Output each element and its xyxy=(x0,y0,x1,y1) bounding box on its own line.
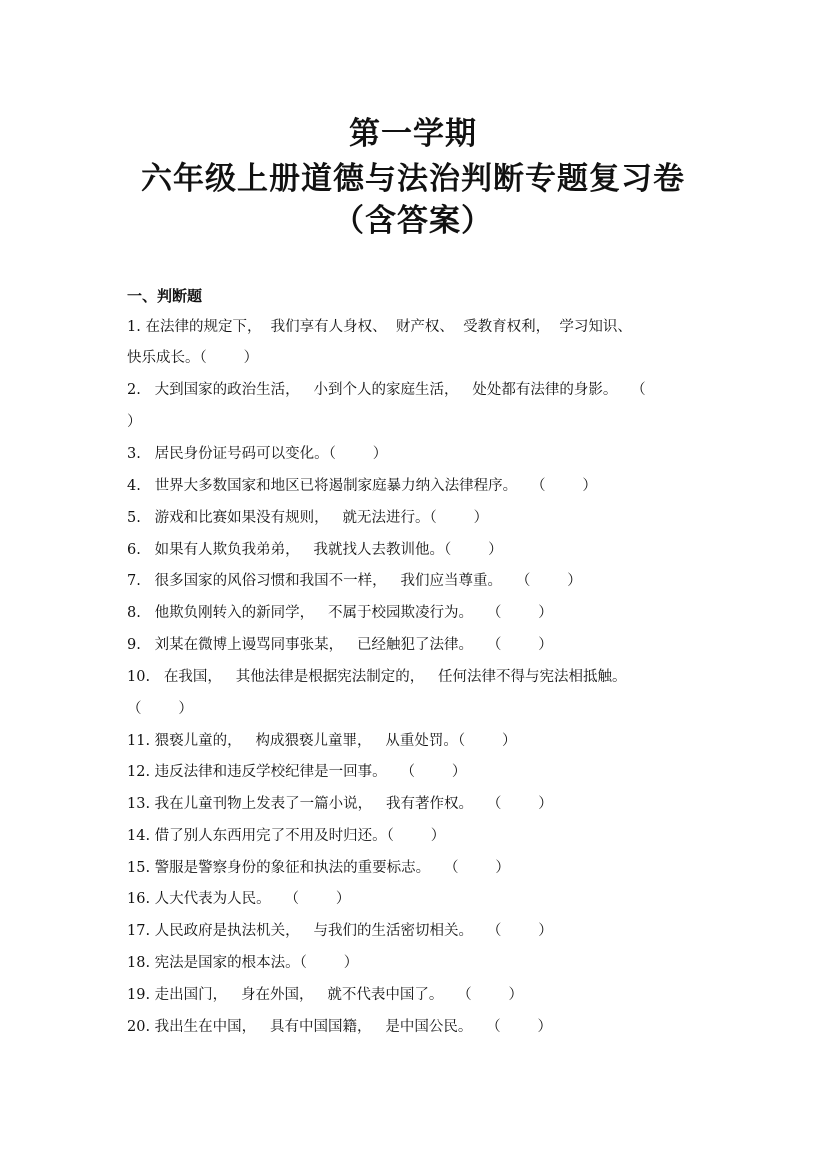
question-text: 我出生在中国， 具有中国国籍， 是中国公民。 （ ） xyxy=(154,1019,553,1035)
question-17 xyxy=(127,921,553,941)
question-number: 9. xyxy=(127,637,141,653)
question-text: 猥亵儿童的， 构成猥亵儿童罪， 从重处罚。（ ） xyxy=(154,733,517,749)
question-text: 在我国， 其他法律是根据宪法制定的， 任何法律不得与宪法相抵触。 xyxy=(163,669,627,685)
question-text: 很多国家的风俗习惯和我国不一样， 我们应当尊重。 （ ） xyxy=(154,573,582,589)
question-text: 刘某在微博上谩骂同事张某， 已经触犯了法律。 （ ） xyxy=(154,637,553,653)
question-19 xyxy=(127,985,523,1005)
question-number: 15. xyxy=(127,860,151,876)
question-4 xyxy=(127,476,597,496)
question-3 xyxy=(127,444,387,464)
question-number: 8. xyxy=(127,605,141,621)
question-8 xyxy=(127,603,553,623)
question-number: 5. xyxy=(127,510,141,526)
question-number: 20. xyxy=(127,1019,151,1035)
question-15 xyxy=(127,858,510,878)
question-number: 12. xyxy=(127,764,151,780)
question-number: 1. xyxy=(127,319,141,335)
question-text: 如果有人欺负我弟弟， 我就找人去教训他。（ ） xyxy=(154,542,503,558)
question-number: 17. xyxy=(127,923,151,939)
question-number: 18. xyxy=(127,955,151,971)
question-number: 13. xyxy=(127,796,151,812)
question-16 xyxy=(127,889,350,909)
title-semester: 第一学期 xyxy=(349,116,477,152)
question-20 xyxy=(127,1017,552,1037)
question-18 xyxy=(127,953,358,973)
question-number: 19. xyxy=(127,987,151,1003)
question-text: 人民政府是执法机关， 与我们的生活密切相关。 （ ） xyxy=(154,923,553,939)
question-number: 10. xyxy=(127,669,151,685)
question-text: 游戏和比赛如果没有规则， 就无法进行。（ ） xyxy=(154,510,489,526)
question-number: 2. xyxy=(127,382,141,398)
question-10-continuation: （ ） xyxy=(127,701,193,717)
question-number: 14. xyxy=(127,828,151,844)
question-text: 在法律的规定下， 我们享有人身权、 财产权、 受教育权利， 学习知识、 xyxy=(145,319,632,335)
question-number: 11. xyxy=(127,733,151,749)
section-heading: 一、判断题 xyxy=(127,287,203,305)
question-number: 3. xyxy=(127,446,141,462)
question-number: 4. xyxy=(127,478,141,494)
question-number: 6. xyxy=(127,542,141,558)
question-text: 大到国家的政治生活， 小到个人的家庭生活， 处处都有法律的身影。 （ xyxy=(154,382,646,398)
question-7 xyxy=(127,571,582,591)
question-text: 他欺负刚转入的新同学， 不属于校园欺凌行为。 （ ） xyxy=(154,605,553,621)
question-10 xyxy=(127,667,627,687)
question-text: 违反法律和违反学校纪律是一回事。 （ ） xyxy=(154,764,467,780)
question-text: 宪法是国家的根本法。（ ） xyxy=(154,955,359,971)
question-text: 走出国门， 身在外国， 就不代表中国了。 （ ） xyxy=(154,987,524,1003)
question-text: 我在儿童刊物上发表了一篇小说， 我有著作权。 （ ） xyxy=(154,796,553,812)
question-13 xyxy=(127,794,553,814)
question-number: 7. xyxy=(127,573,141,589)
question-5 xyxy=(127,508,488,528)
question-text: 世界大多数国家和地区已将遏制家庭暴力纳入法律程序。 （ ） xyxy=(154,478,597,494)
question-2 xyxy=(127,380,646,400)
title-main: 六年级上册道德与法治判断专题复习卷 xyxy=(141,161,685,197)
question-text: 人大代表为人民。 （ ） xyxy=(154,891,351,907)
question-text: 居民身份证号码可以变化。（ ） xyxy=(154,446,388,462)
question-1-continuation: 快乐成长。（ ） xyxy=(127,350,259,366)
question-2-continuation: ） xyxy=(127,414,142,430)
question-text: 警服是警察身份的象征和执法的重要标志。 （ ） xyxy=(154,860,510,876)
question-12 xyxy=(127,762,466,782)
question-6 xyxy=(127,540,503,560)
question-14 xyxy=(127,826,445,846)
question-text: 借了别人东西用完了不用及时归还。（ ） xyxy=(154,828,446,844)
question-9 xyxy=(127,635,553,655)
question-number: 16. xyxy=(127,891,151,907)
question-1 xyxy=(127,317,632,337)
question-11 xyxy=(127,731,516,751)
title-answer-note: （含答案） xyxy=(333,203,493,239)
